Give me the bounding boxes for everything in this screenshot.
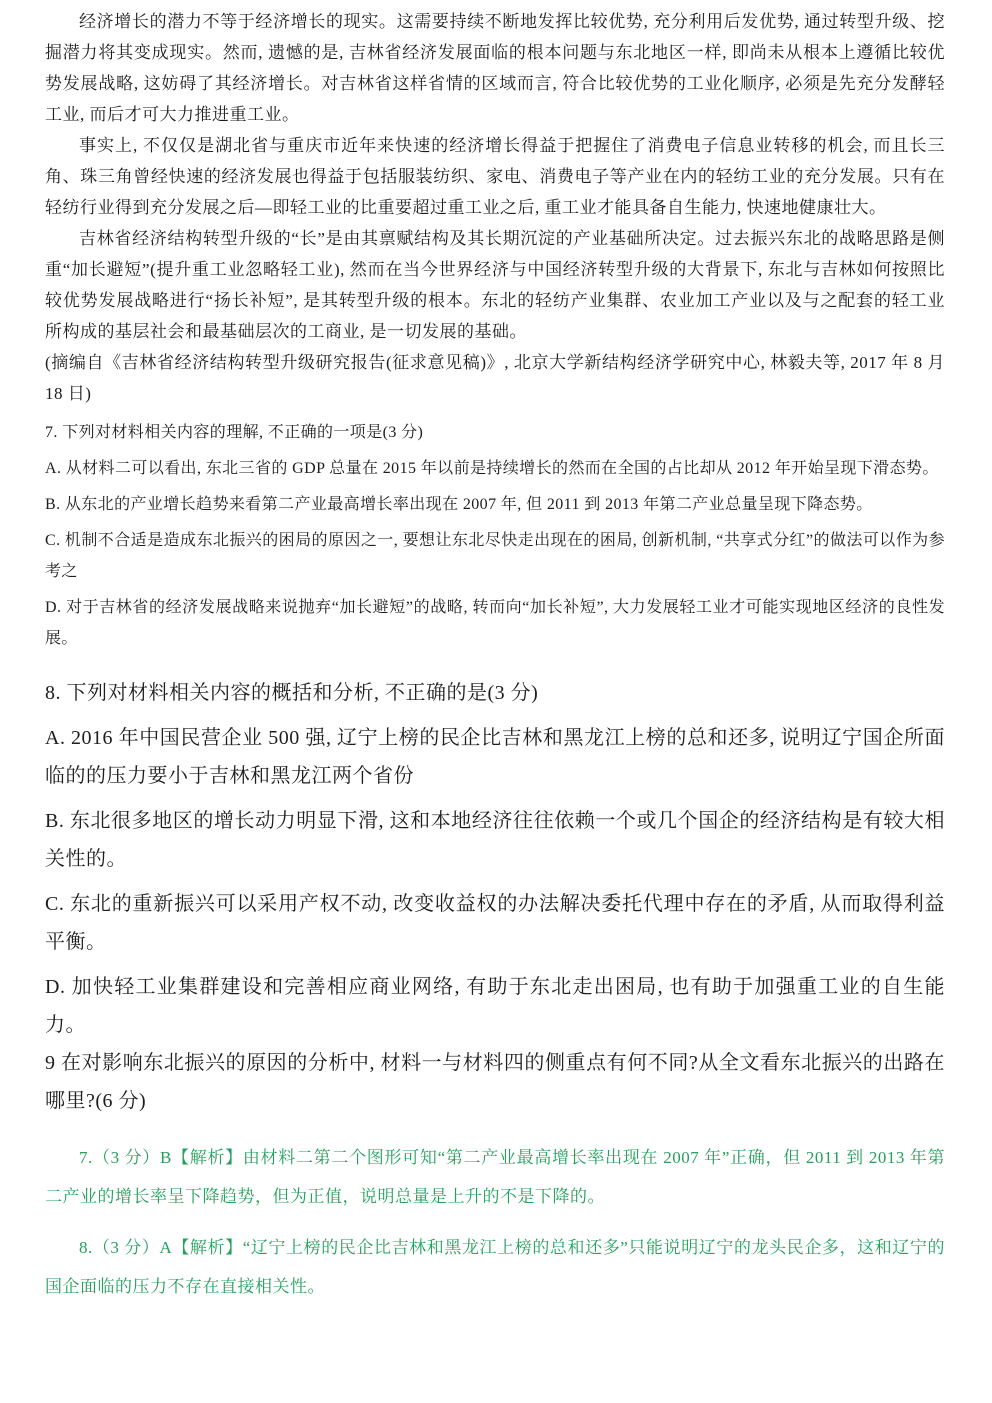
question-7-option-b: B. 从东北的产业增长趋势来看第二产业最高增长率出现在 2007 年, 但 2011 到 2013 年第二产业总量呈现下降态势。	[45, 496, 873, 513]
answer-explanation-7: 7.（3 分）B【解析】由材料二第二个图形可知“第二产业最高增长率出现在 2007 年”正确，但 2011 到 2013 年第二产业的增长率呈下降趋势，但为正值，说明总量是上升的不是下降的。	[45, 1148, 945, 1206]
passage-paragraph-2: 事实上, 不仅仅是湖北省与重庆市近年来快速的经济增长得益于把握住了消费电子信息业转移的机会, 而且长三角、珠三角曾经快速的经济发展也得益于包括服装纺织、家电、消费电子等产业在内的轻纺工业的充分发展。只有在轻纺行业得到充分发展之后—即轻工业的比重要超过重工业之后, 重工业才能具备自生能力, 快速地健康壮大。	[45, 136, 945, 217]
question-7-option-a: A. 从材料二可以看出, 东北三省的 GDP 总量在 2015 年以前是持续增长的然而在全国的占比却从 2012 年开始呈现下滑态势。	[45, 460, 939, 477]
question-7-option-c: C. 机制不合适是造成东北振兴的困局的原因之一, 要想让东北尽快走出现在的困局, 创新机制, “共享式分红”的做法可以作为参考之	[45, 532, 945, 580]
question-7-option-d: D. 对于吉林省的经济发展战略来说抛弃“加长避短”的战略, 转而向“加长补短”, 大力发展轻工业才可能实现地区经济的良性发展。	[45, 599, 945, 647]
question-8-option-d: D. 加快轻工业集群建设和完善相应商业网络, 有助于东北走出困局, 也有助于加强重工业的自生能力。	[45, 976, 945, 1036]
question-8-option-a: A. 2016 年中国民营企业 500 强, 辽宁上榜的民企比吉林和黑龙江上榜的总和还多, 说明辽宁国企所面临的的压力要小于吉林和黑龙江两个省份	[45, 727, 945, 787]
passage-paragraph-3: 吉林省经济结构转型升级的“长”是由其禀赋结构及其长期沉淀的产业基础所决定。过去振兴东北的战略思路是侧重“加长避短”(提升重工业忽略轻工业), 然而在当今世界经济与中国经济转型升级的大背景下, 东北与吉林如何按照比较优势发展战略进行“扬长补短”, 是其转型升级的根本。东北的轻纺产业集群、农业加工产业以及与之配套的轻工业所构成的基层社会和最基础层次的工商业, 是一切发展的基础。	[45, 229, 945, 341]
reading-passage	[45, 6, 945, 409]
passage-source-citation: (摘编自《吉林省经济结构转型升级研究报告(征求意见稿)》, 北京大学新结构经济学研究中心, 林毅夫等, 2017 年 8 月 18 日)	[45, 353, 945, 403]
question-7-stem: 7. 下列对材料相关内容的理解, 不正确的一项是(3 分)	[45, 424, 424, 441]
answer-key	[45, 1138, 945, 1306]
passage-paragraph-1: 经济增长的潜力不等于经济增长的现实。这需要持续不断地发挥比较优势, 充分利用后发优势, 通过转型升级、挖掘潜力将其变成现实。然而, 遗憾的是, 吉林省经济发展面临的根本问题与东北地区一样, 即尚未从根本上遵循比较优势发展战略, 这妨碍了其经济增长。对吉林省这样省情的区域而言, 符合比较优势的工业化顺序, 必须是先充分发酵轻工业, 而后才可大力推进重工业。	[45, 12, 945, 124]
question-8	[45, 674, 945, 1120]
question-7	[45, 417, 945, 654]
question-8-stem: 8. 下列对材料相关内容的概括和分析, 不正确的是(3 分)	[45, 682, 539, 704]
question-8-option-b: B. 东北很多地区的增长动力明显下滑, 这和本地经济往往依赖一个或几个国企的经济结构是有较大相关性的。	[45, 810, 945, 870]
answer-explanation-8: 8.（3 分）A【解析】“辽宁上榜的民企比吉林和黑龙江上榜的总和还多”只能说明辽宁的龙头民企多，这和辽宁的国企面临的压力不存在直接相关性。	[45, 1238, 945, 1296]
question-8-option-c: C. 东北的重新振兴可以采用产权不动, 改变收益权的办法解决委托代理中存在的矛盾, 从而取得利益平衡。	[45, 893, 945, 953]
question-9-stem: 9 在对影响东北振兴的原因的分析中, 材料一与材料四的侧重点有何不同?从全文看东北振兴的出路在哪里?(6 分)	[45, 1052, 945, 1112]
